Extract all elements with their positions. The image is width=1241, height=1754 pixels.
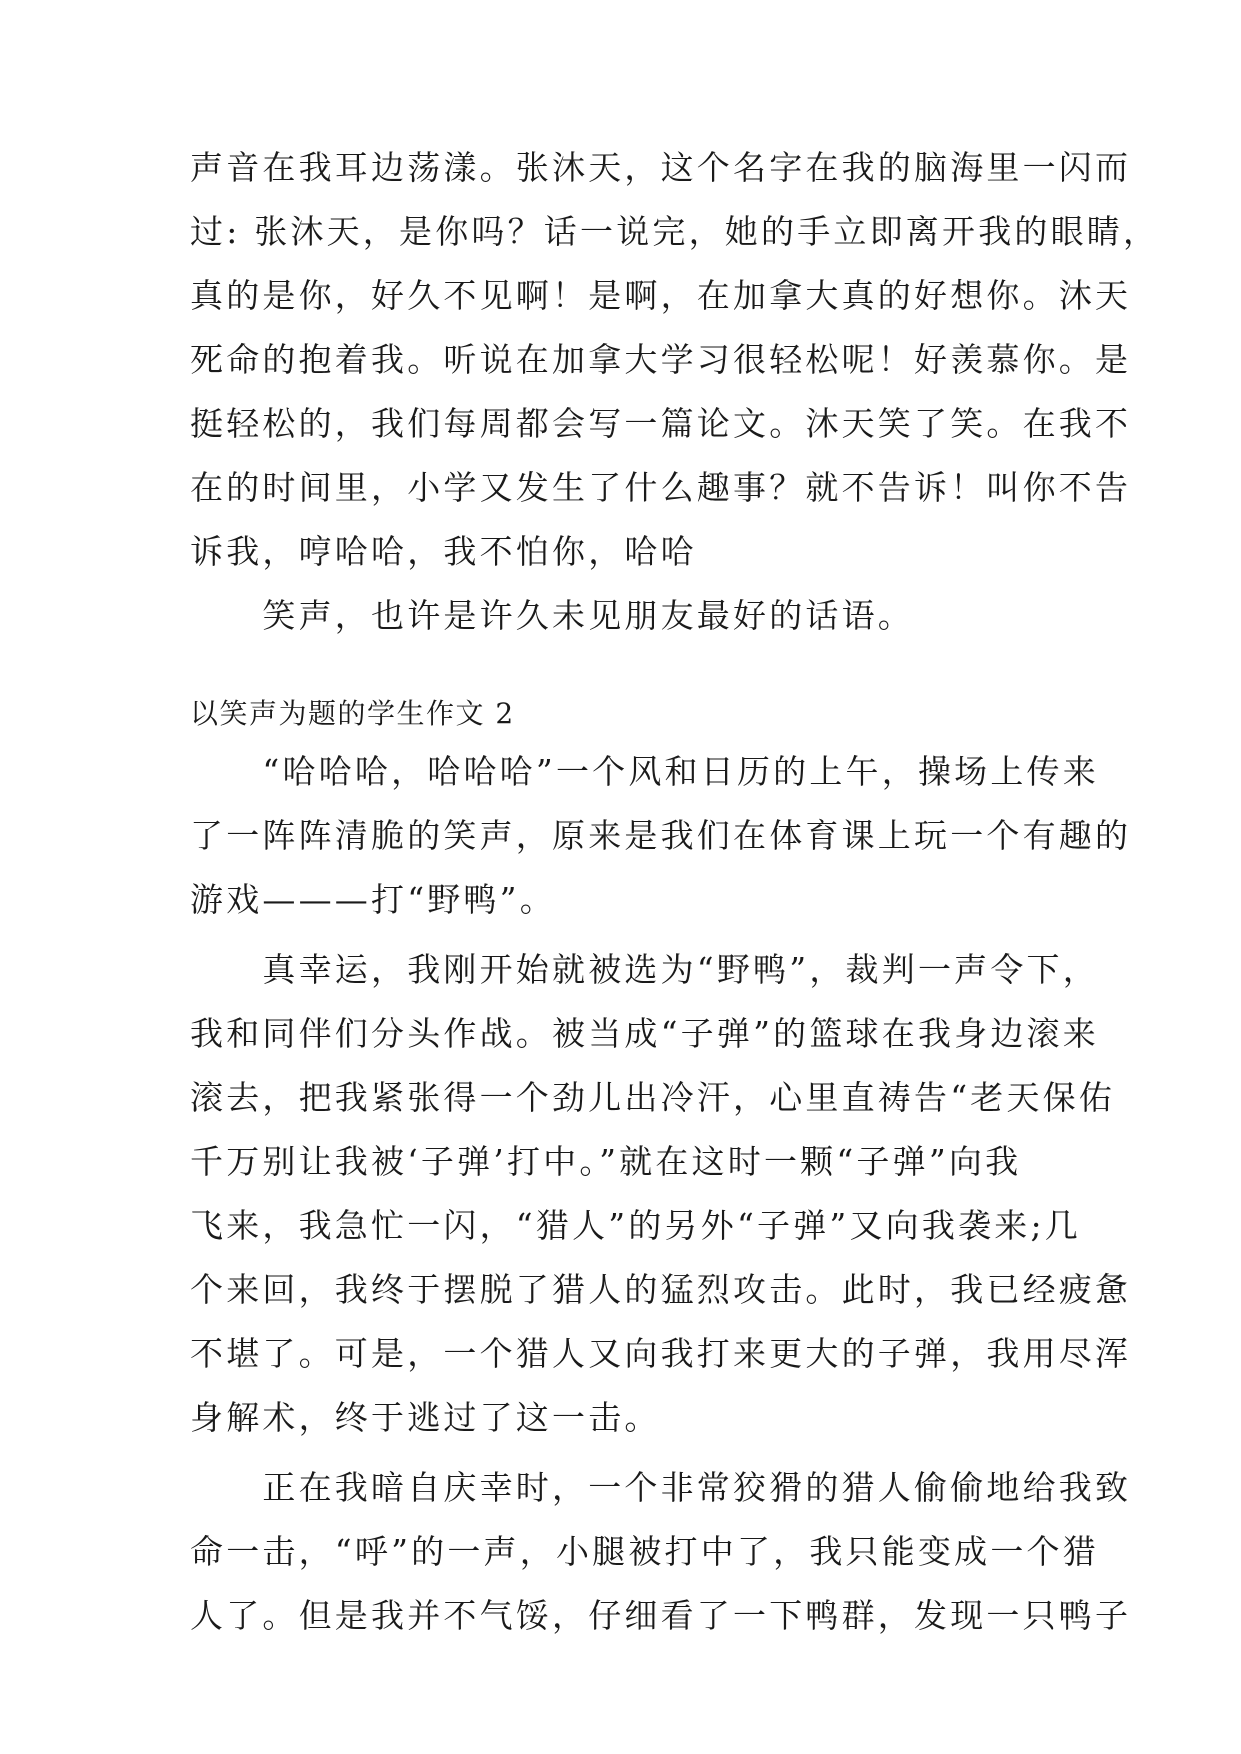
text-line: 人了。但是我并不气馁，仔细看了一下鸭群，发现一只鸭子 [190,1596,1132,1635]
text-line: 正在我暗自庆幸时，一个非常狡猾的猎人偷偷地给我致 [190,1468,1132,1507]
text-line: 不堪了。可是，一个猎人又向我打来更大的子弹，我用尽浑 [190,1334,1132,1373]
text-line: 声音在我耳边荡漾。张沐天，这个名字在我的脑海里一闪而 [190,148,1132,187]
text-line: 了一阵阵清脆的笑声，原来是我们在体育课上玩一个有趣的 [190,816,1132,855]
text-line: 个来回，我终于摆脱了猎人的猛烈攻击。此时，我已经疲惫 [190,1270,1132,1309]
text-line: “哈哈哈，哈哈哈”一个风和日历的上午，操场上传来 [190,752,1099,791]
text-line: 真的是你，好久不见啊！是啊，在加拿大真的好想你。沐天 [190,276,1132,315]
text-line: 过: 张沐天，是你吗？话一说完，她的手立即离开我的眼睛， [190,212,1160,251]
text-line: 千万别让我被‘子弹’打中。”就在这时一颗“子弹”向我 [190,1142,1022,1181]
text-line: 挺轻松的，我们每周都会写一篇论文。沐天笑了笑。在我不 [190,404,1132,443]
text-line: 诉我，哼哈哈，我不怕你，哈哈 [190,532,697,571]
text-line: 我和同伴们分头作战。被当成“子弹”的篮球在我身边滚来 [190,1014,1099,1053]
text-line: 死命的抱着我。听说在加拿大学习很轻松呢！好羡慕你。是 [190,340,1132,379]
text-line: 笑声，也许是许久未见朋友最好的话语。 [190,596,914,635]
text-line: 飞来，我急忙一闪，“猎人”的另外“子弹”又向我袭来;几 [190,1206,1082,1245]
text-line: 身解术，终于逃过了这一击。 [190,1398,661,1437]
text-line: 命一击，“呼”的一声，小腿被打中了，我只能变成一个猎 [190,1532,1099,1571]
text-line: 在的时间里，小学又发生了什么趣事？就不告诉！叫你不告 [190,468,1132,507]
text-line: 真幸运，我刚开始就被选为“野鸭”，裁判一声令下， [190,950,1099,989]
text-line: 滚去，把我紧张得一个劲儿出冷汗，心里直祷告“老天保佑 [190,1078,1116,1117]
text-line: 游戏———打“野鸭”。 [190,880,556,919]
section-title: 以笑声为题的学生作文 2 [190,697,515,730]
